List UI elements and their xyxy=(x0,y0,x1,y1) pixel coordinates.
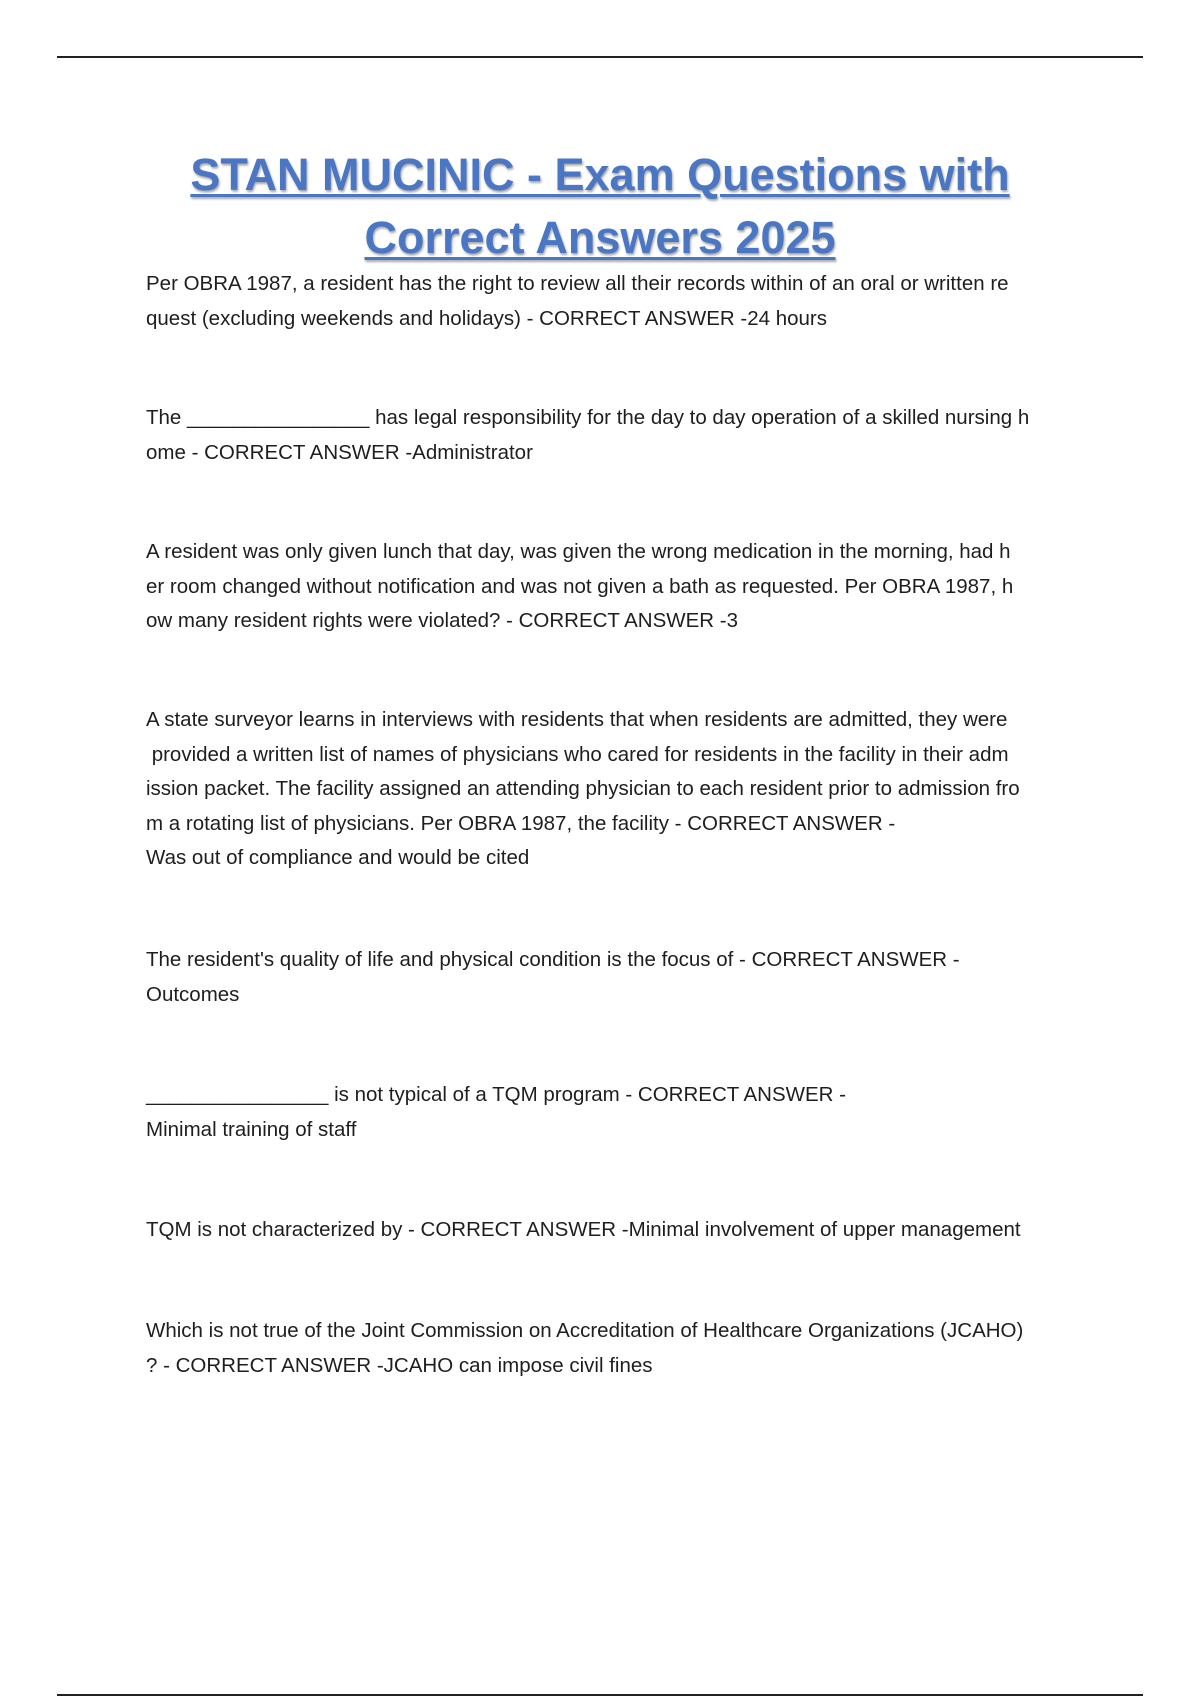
qa-line: provided a written list of names of physicians who cared for residents in the facility in their adm xyxy=(146,742,1009,766)
qa-item-5 xyxy=(146,943,1096,1012)
top-rule xyxy=(57,56,1143,58)
qa-line: er room changed without notification and was not given a bath as requested. Per OBRA 1987, h xyxy=(146,574,1014,598)
qa-item-3 xyxy=(146,535,1096,639)
qa-line: quest (excluding weekends and holidays) - CORRECT ANSWER -24 hours xyxy=(146,306,827,330)
qa-line: ________________ is not typical of a TQM program - CORRECT ANSWER - xyxy=(146,1083,846,1106)
qa-line: Minimal training of staff xyxy=(146,1117,357,1141)
qa-item-6 xyxy=(146,1078,1096,1147)
title-line-1: STAN MUCINIC - Exam Questions with xyxy=(190,149,1010,200)
qa-line: The resident's quality of life and physical condition is the focus of - CORRECT ANSWER - xyxy=(146,948,960,971)
qa-line: The ________________ has legal responsibility for the day to day operation of a skilled nursing h xyxy=(146,406,1030,429)
qa-line: Per OBRA 1987, a resident has the right to review all their records within of an oral or written re xyxy=(146,272,1009,295)
qa-line: ? - CORRECT ANSWER -JCAHO can impose civil fines xyxy=(146,1353,653,1377)
qa-line: ission packet. The facility assigned an attending physician to each resident prior to admission fro xyxy=(146,777,1020,800)
qa-line: A resident was only given lunch that day, was given the wrong medication in the morning, had h xyxy=(146,540,1011,563)
qa-line: ow many resident rights were violated? - CORRECT ANSWER -3 xyxy=(146,609,739,632)
qa-line: m a rotating list of physicians. Per OBRA 1987, the facility - CORRECT ANSWER - xyxy=(146,811,896,835)
qa-line: A state surveyor learns in interviews with residents that when residents are admitted, they were xyxy=(146,708,1008,731)
title-line-2: Correct Answers 2025 xyxy=(364,212,836,263)
bottom-rule xyxy=(57,1694,1143,1696)
qa-item-4 xyxy=(146,703,1096,876)
qa-line: TQM is not characterized by - CORRECT ANSWER -Minimal involvement of upper management xyxy=(146,1218,1021,1241)
document-title xyxy=(100,143,1100,269)
qa-item-7 xyxy=(146,1213,1096,1248)
qa-line: Was out of compliance and would be cited xyxy=(146,846,530,869)
qa-line: Outcomes xyxy=(146,982,240,1006)
qa-line: ome - CORRECT ANSWER -Administrator xyxy=(146,440,533,464)
qa-item-8 xyxy=(146,1314,1096,1383)
qa-line: Which is not true of the Joint Commission on Accreditation of Healthcare Organizations (JCAHO) xyxy=(146,1319,1024,1342)
qa-item-1 xyxy=(146,267,1096,336)
qa-item-2 xyxy=(146,401,1096,470)
